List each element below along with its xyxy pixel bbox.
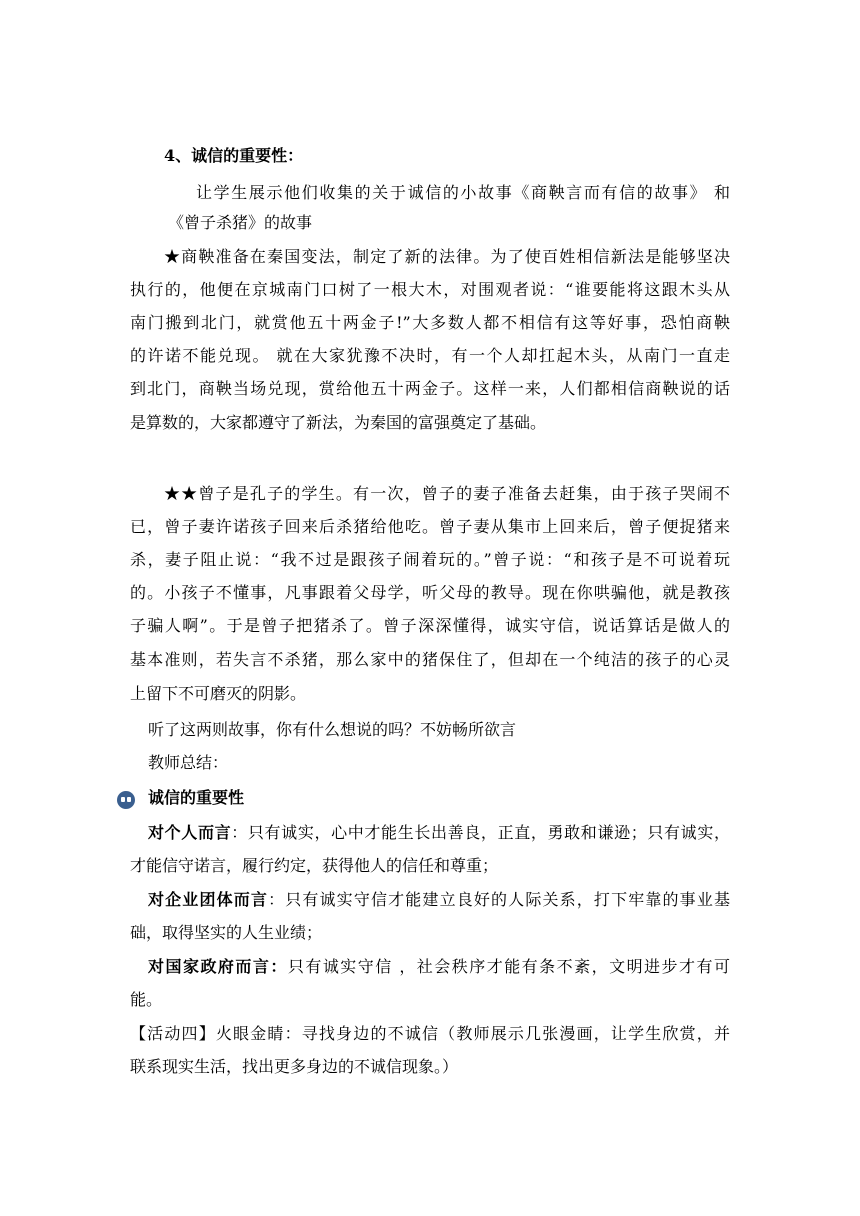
- intro-line-1: 让学生展示他们收集的关于诚信的小故事《商鞅言而有信的故事》 和: [196, 183, 730, 202]
- section-heading: 4、诚信的重要性：: [164, 146, 304, 165]
- story1-line-5: 到北门，商鞅当场兑现，赏给他五十两金子。这样一来，人们都相信商鞅说的话: [130, 379, 730, 398]
- story2-line-1: ★★曾子是孔子的学生。有一次，曾子的妻子准备去赶集，由于孩子哭闹不: [164, 484, 730, 503]
- story1-line-1: ★商鞅准备在秦国变法，制定了新的法律。为了使百姓相信新法是能够坚决: [164, 247, 730, 266]
- story2-line-2: 已，曾子妻许诺孩子回来后杀猪给他吃。曾子妻从集市上回来后，曾子便捉猪来: [130, 517, 730, 536]
- enterprise-line-1: [148, 890, 730, 910]
- individual-text-1: ：只有诚实，心中才能生长出善良，正直，勇敢和谦逊；只有诚实，: [231, 823, 730, 842]
- story2-line-4: 的。小孩子不懂事，凡事跟着父母学，听父母的教导。现在你哄骗他，就是教孩: [130, 583, 730, 602]
- individual-label: 对个人而言: [148, 823, 232, 842]
- bullet-face-icon: [117, 791, 135, 809]
- enterprise-text-1: ：只有诚实守信才能建立良好的人际关系，打下牢靠的事业基: [268, 890, 730, 909]
- activity-line-2: 联系现实生活，找出更多身边的不诚信现象。）: [130, 1057, 459, 1076]
- story2-line-7: 上留下不可磨灭的阴影。: [130, 684, 307, 703]
- government-label: 对国家政府而言：: [148, 957, 288, 976]
- activity-line-1: 【活动四】火眼金睛：寻找身边的不诚信（教师展示几张漫画，让学生欣赏，并: [130, 1024, 730, 1043]
- importance-heading: 诚信的重要性: [148, 788, 245, 807]
- government-text-1: 只有诚实守信 ，社会秩序才能有条不紊，文明进步才有可: [287, 957, 730, 976]
- enterprise-line-2: 础，取得坚实的人生业绩；: [130, 923, 323, 942]
- government-line-1: [148, 957, 730, 977]
- story2-line-3: 杀，妻子阻止说：“我不过是跟孩子闹着玩的。”曾子说：“和孩子是不可说着玩: [130, 550, 730, 569]
- story2-line-6: 基本准则，若失言不杀猪，那么家中的猪保住了，但却在一个纯洁的孩子的心灵: [130, 650, 730, 669]
- story1-line-2: 执行的，他便在京城南门口树了一根大木，对围观者说：“谁要能将这跟木头从: [130, 280, 730, 299]
- story1-line-4: 的许诺不能兑现。 就在大家犹豫不决时，有一个人却扛起木头，从南门一直走: [130, 346, 730, 365]
- teacher-summary-label: 教师总结：: [148, 753, 229, 772]
- government-line-2: 能。: [130, 990, 163, 1009]
- intro-line-2: 《曾子杀猪》的故事: [168, 213, 313, 232]
- story1-line-6: 是算数的，大家都遵守了新法，为秦国的富强奠定了基础。: [130, 413, 547, 432]
- individual-line-1: [148, 823, 730, 843]
- discussion-question: 听了这两则故事，你有什么想说的吗？不妨畅所欲言: [148, 720, 517, 739]
- story1-line-3: 南门搬到北门，就赏他五十两金子!”大多数人都不相信有这等好事，恐怕商鞅: [130, 313, 730, 332]
- story2-line-5: 子骗人啊”。于是曾子把猪杀了。曾子深深懂得，诚实守信，说话算话是做人的: [130, 616, 730, 635]
- enterprise-label: 对企业团体而言: [148, 890, 269, 909]
- individual-line-2: 才能信守诺言，履行约定，获得他人的信任和尊重；: [130, 856, 499, 875]
